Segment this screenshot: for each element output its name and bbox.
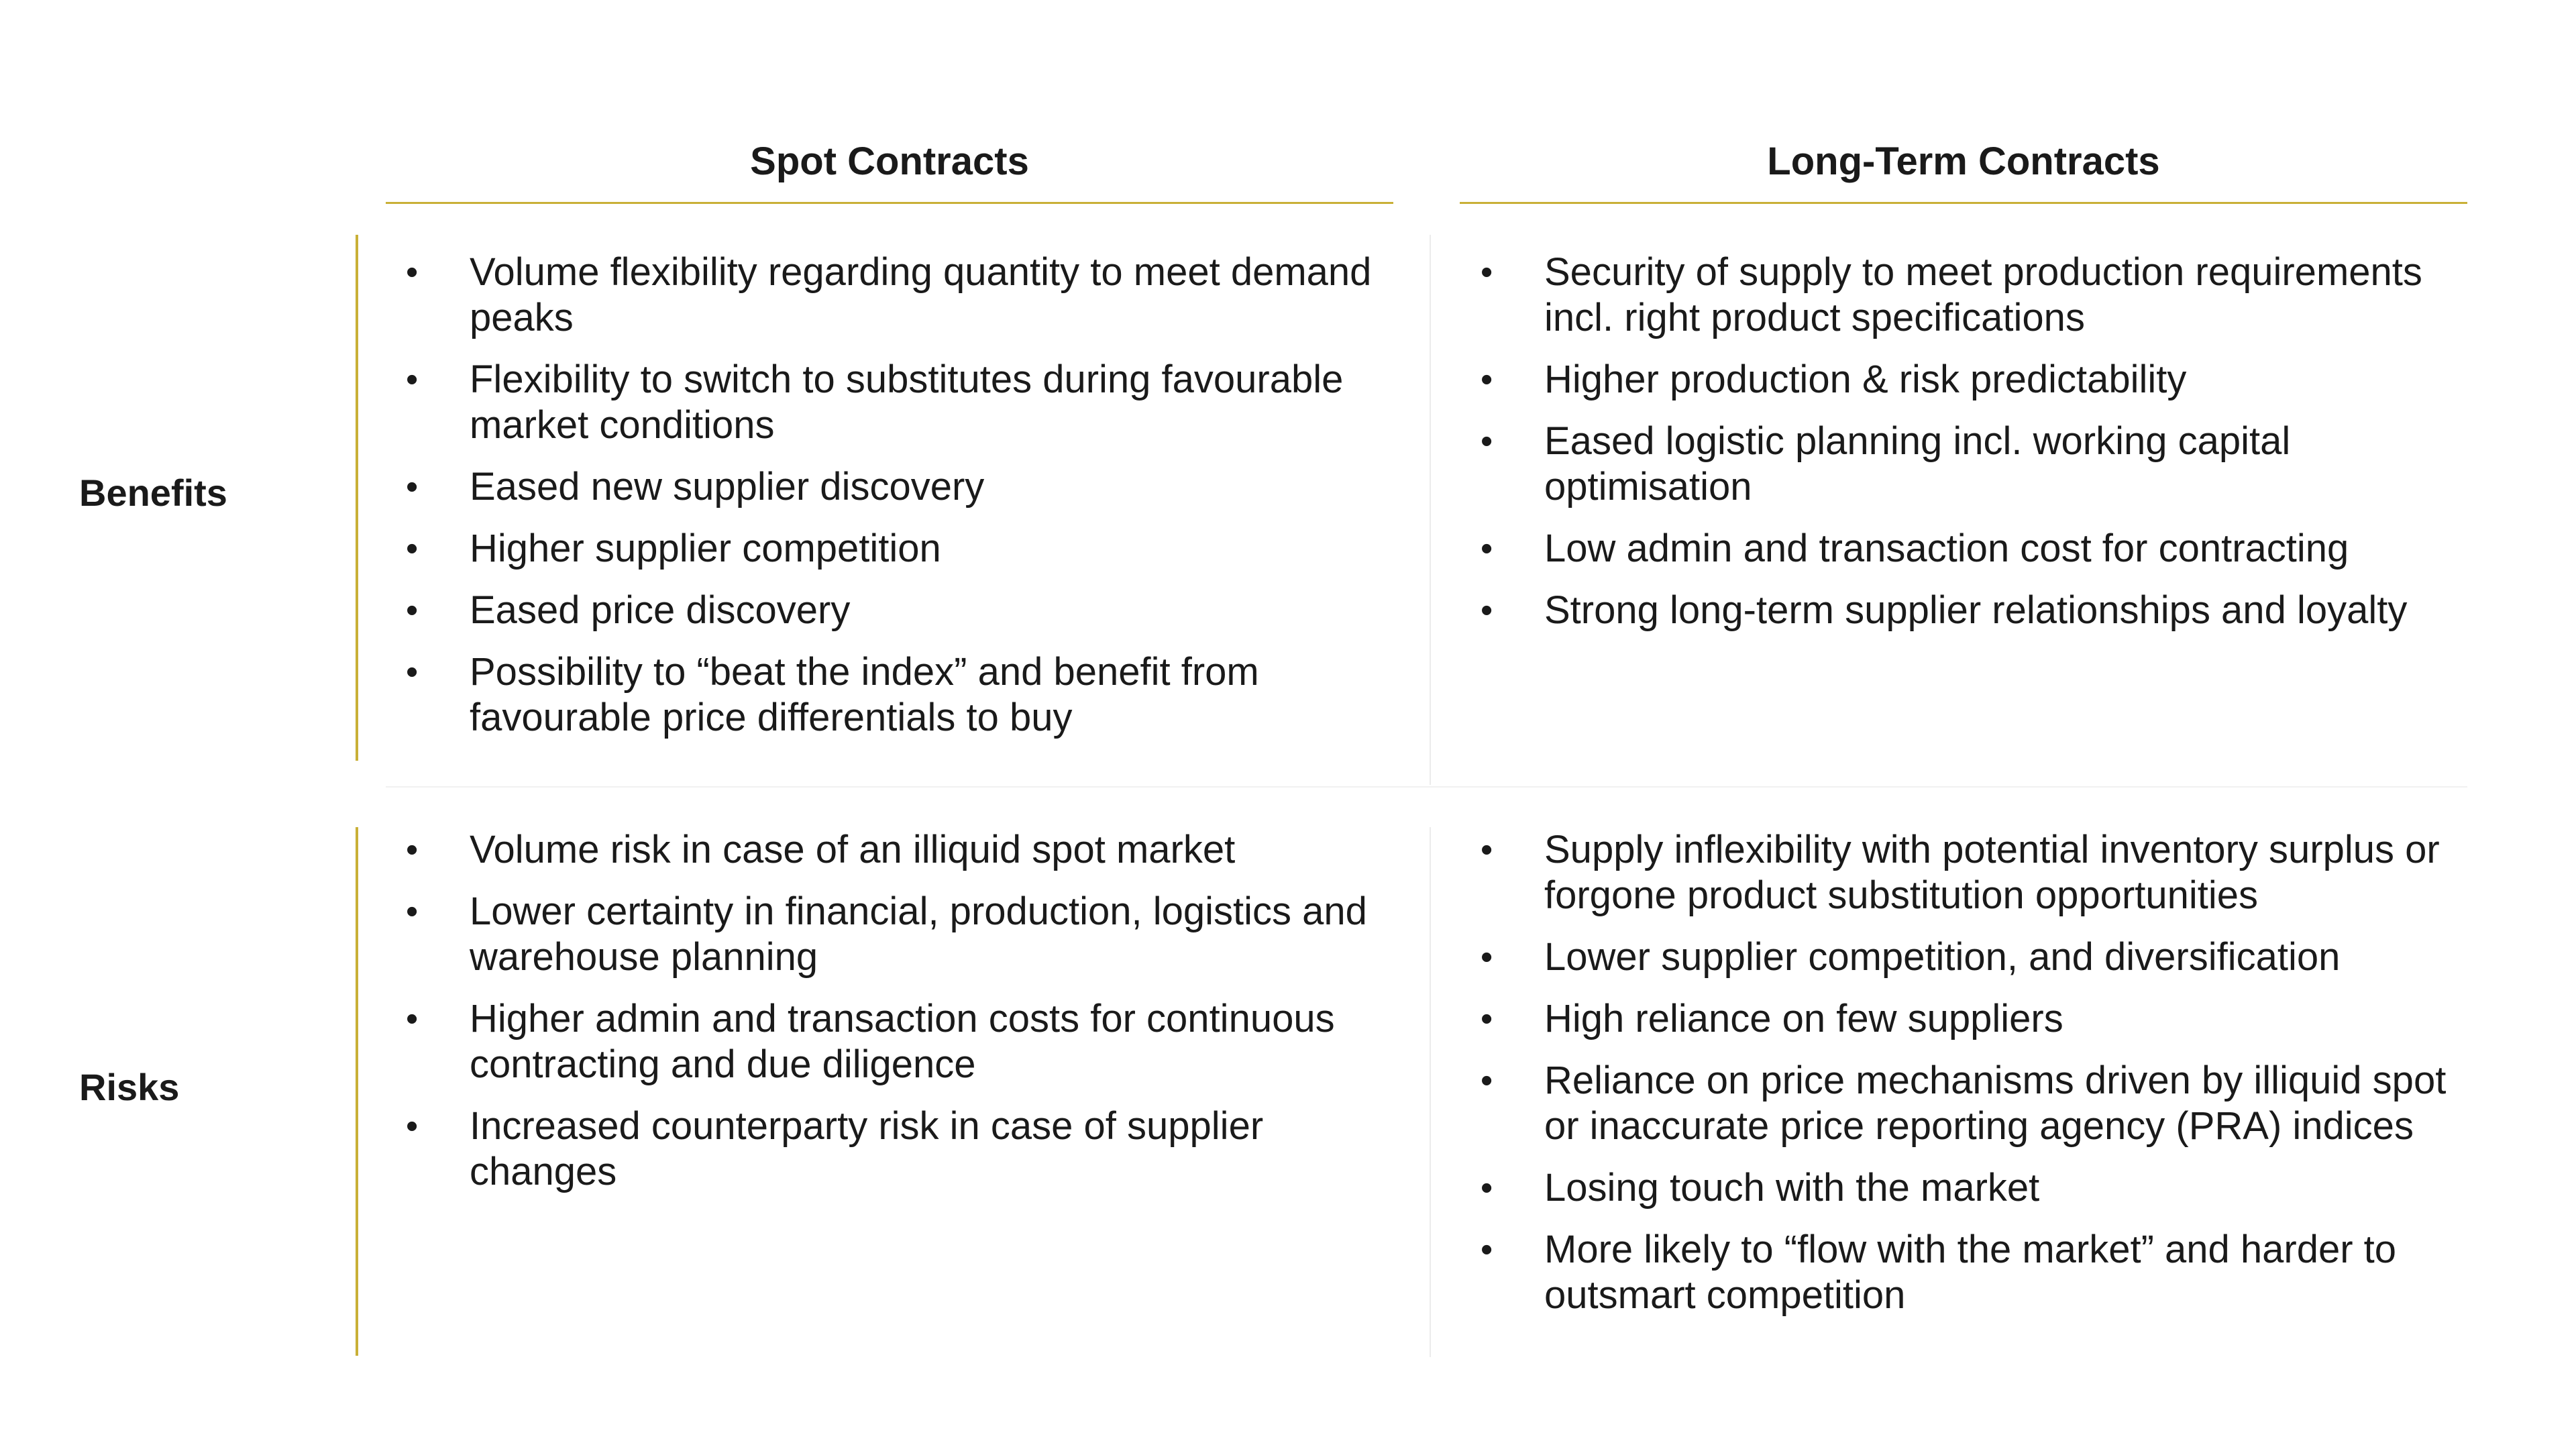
list-item-text: Reliance on price mechanisms driven by illiquid spot or inaccurate price reporting agency (PRA) indices [1544,1059,2447,1148]
bullet-icon: • [406,360,419,399]
list-item-text: Higher admin and transaction costs for continuous contracting and due diligence [470,997,1335,1086]
column-header-spot-contracts: Spot Contracts [386,121,1393,204]
bullet-icon: • [1481,529,1493,568]
list-item [391,889,1384,980]
list-item-text: Flexibility to switch to substitutes during favourable market conditions [470,358,1344,447]
bullet-icon: • [406,1107,419,1146]
list-item [1466,1165,2465,1211]
list-item [391,649,1384,741]
list-item-text: Higher supplier competition [470,527,941,570]
list-item-text: Volume risk in case of an illiquid spot market [470,828,1236,871]
list-item-text: Eased logistic planning incl. working capital optimisation [1544,419,2291,508]
benefits-accent-bar [356,235,358,761]
column-header-long-term-contracts: Long-Term Contracts [1460,121,2467,204]
list-item [1466,357,2465,402]
list-item [391,526,1384,572]
list-item [391,250,1384,341]
list-item [391,588,1384,633]
list-item-text: Higher production & risk predictability [1544,358,2187,401]
list-item [391,996,1384,1087]
bullet-icon: • [1481,422,1493,461]
list-item [1466,1058,2465,1149]
list-item-text: Eased new supplier discovery [470,465,985,508]
list-item [1466,419,2465,510]
list-item [391,357,1384,448]
bullet-icon: • [1481,360,1493,399]
list-item-text: Volume flexibility regarding quantity to meet demand peaks [470,250,1372,339]
bullet-icon: • [406,1000,419,1038]
long-term-benefits-list [1466,250,2465,649]
list-item-text: High reliance on few suppliers [1544,997,2063,1040]
bullet-icon: • [406,892,419,931]
list-item-text: Lower supplier competition, and diversification [1544,935,2341,979]
row-label-benefits: Benefits [79,472,227,514]
list-item-text: Possibility to “beat the index” and benefit from favourable price differentials to buy [470,650,1259,739]
list-item [1466,526,2465,572]
bullet-icon: • [406,529,419,568]
list-item [391,827,1384,873]
bullet-icon: • [1481,938,1493,977]
list-item [391,1104,1384,1195]
bullet-icon: • [1481,830,1493,869]
list-item [1466,996,2465,1042]
bullet-icon: • [1481,591,1493,630]
risks-accent-bar [356,827,358,1356]
bullet-icon: • [1481,1169,1493,1208]
list-item-text: Security of supply to meet production requirements incl. right product specifications [1544,250,2422,339]
long-term-risks-list [1466,827,2465,1334]
list-item-text: Eased price discovery [470,588,851,632]
list-item [1466,250,2465,341]
spot-risks-list [391,827,1384,1211]
bullet-icon: • [1481,1061,1493,1100]
bullet-icon: • [406,591,419,630]
column-divider-bottom [1430,827,1431,1357]
bullet-icon: • [1481,1000,1493,1038]
bullet-icon: • [406,653,419,692]
list-item-text: Lower certainty in financial, production, logistics and warehouse planning [470,890,1367,979]
list-item [391,464,1384,510]
list-item [1466,588,2465,633]
bullet-icon: • [406,468,419,506]
list-item [1466,934,2465,980]
list-item [1466,1227,2465,1318]
list-item [1466,827,2465,918]
row-divider [386,786,2467,788]
column-divider-top [1430,235,1431,785]
spot-benefits-list [391,250,1384,757]
list-item-text: Increased counterparty risk in case of supplier changes [470,1104,1264,1193]
bullet-icon: • [1481,1230,1493,1269]
list-item-text: Losing touch with the market [1544,1166,2040,1210]
bullet-icon: • [406,253,419,292]
bullet-icon: • [406,830,419,869]
list-item-text: Low admin and transaction cost for contracting [1544,527,2349,570]
row-label-risks: Risks [79,1066,180,1108]
list-item-text: Supply inflexibility with potential inventory surplus or forgone product substitution opportunities [1544,828,2440,917]
list-item-text: More likely to “flow with the market” and harder to outsmart competition [1544,1228,2397,1317]
list-item-text: Strong long-term supplier relationships and loyalty [1544,588,2408,632]
bullet-icon: • [1481,253,1493,292]
